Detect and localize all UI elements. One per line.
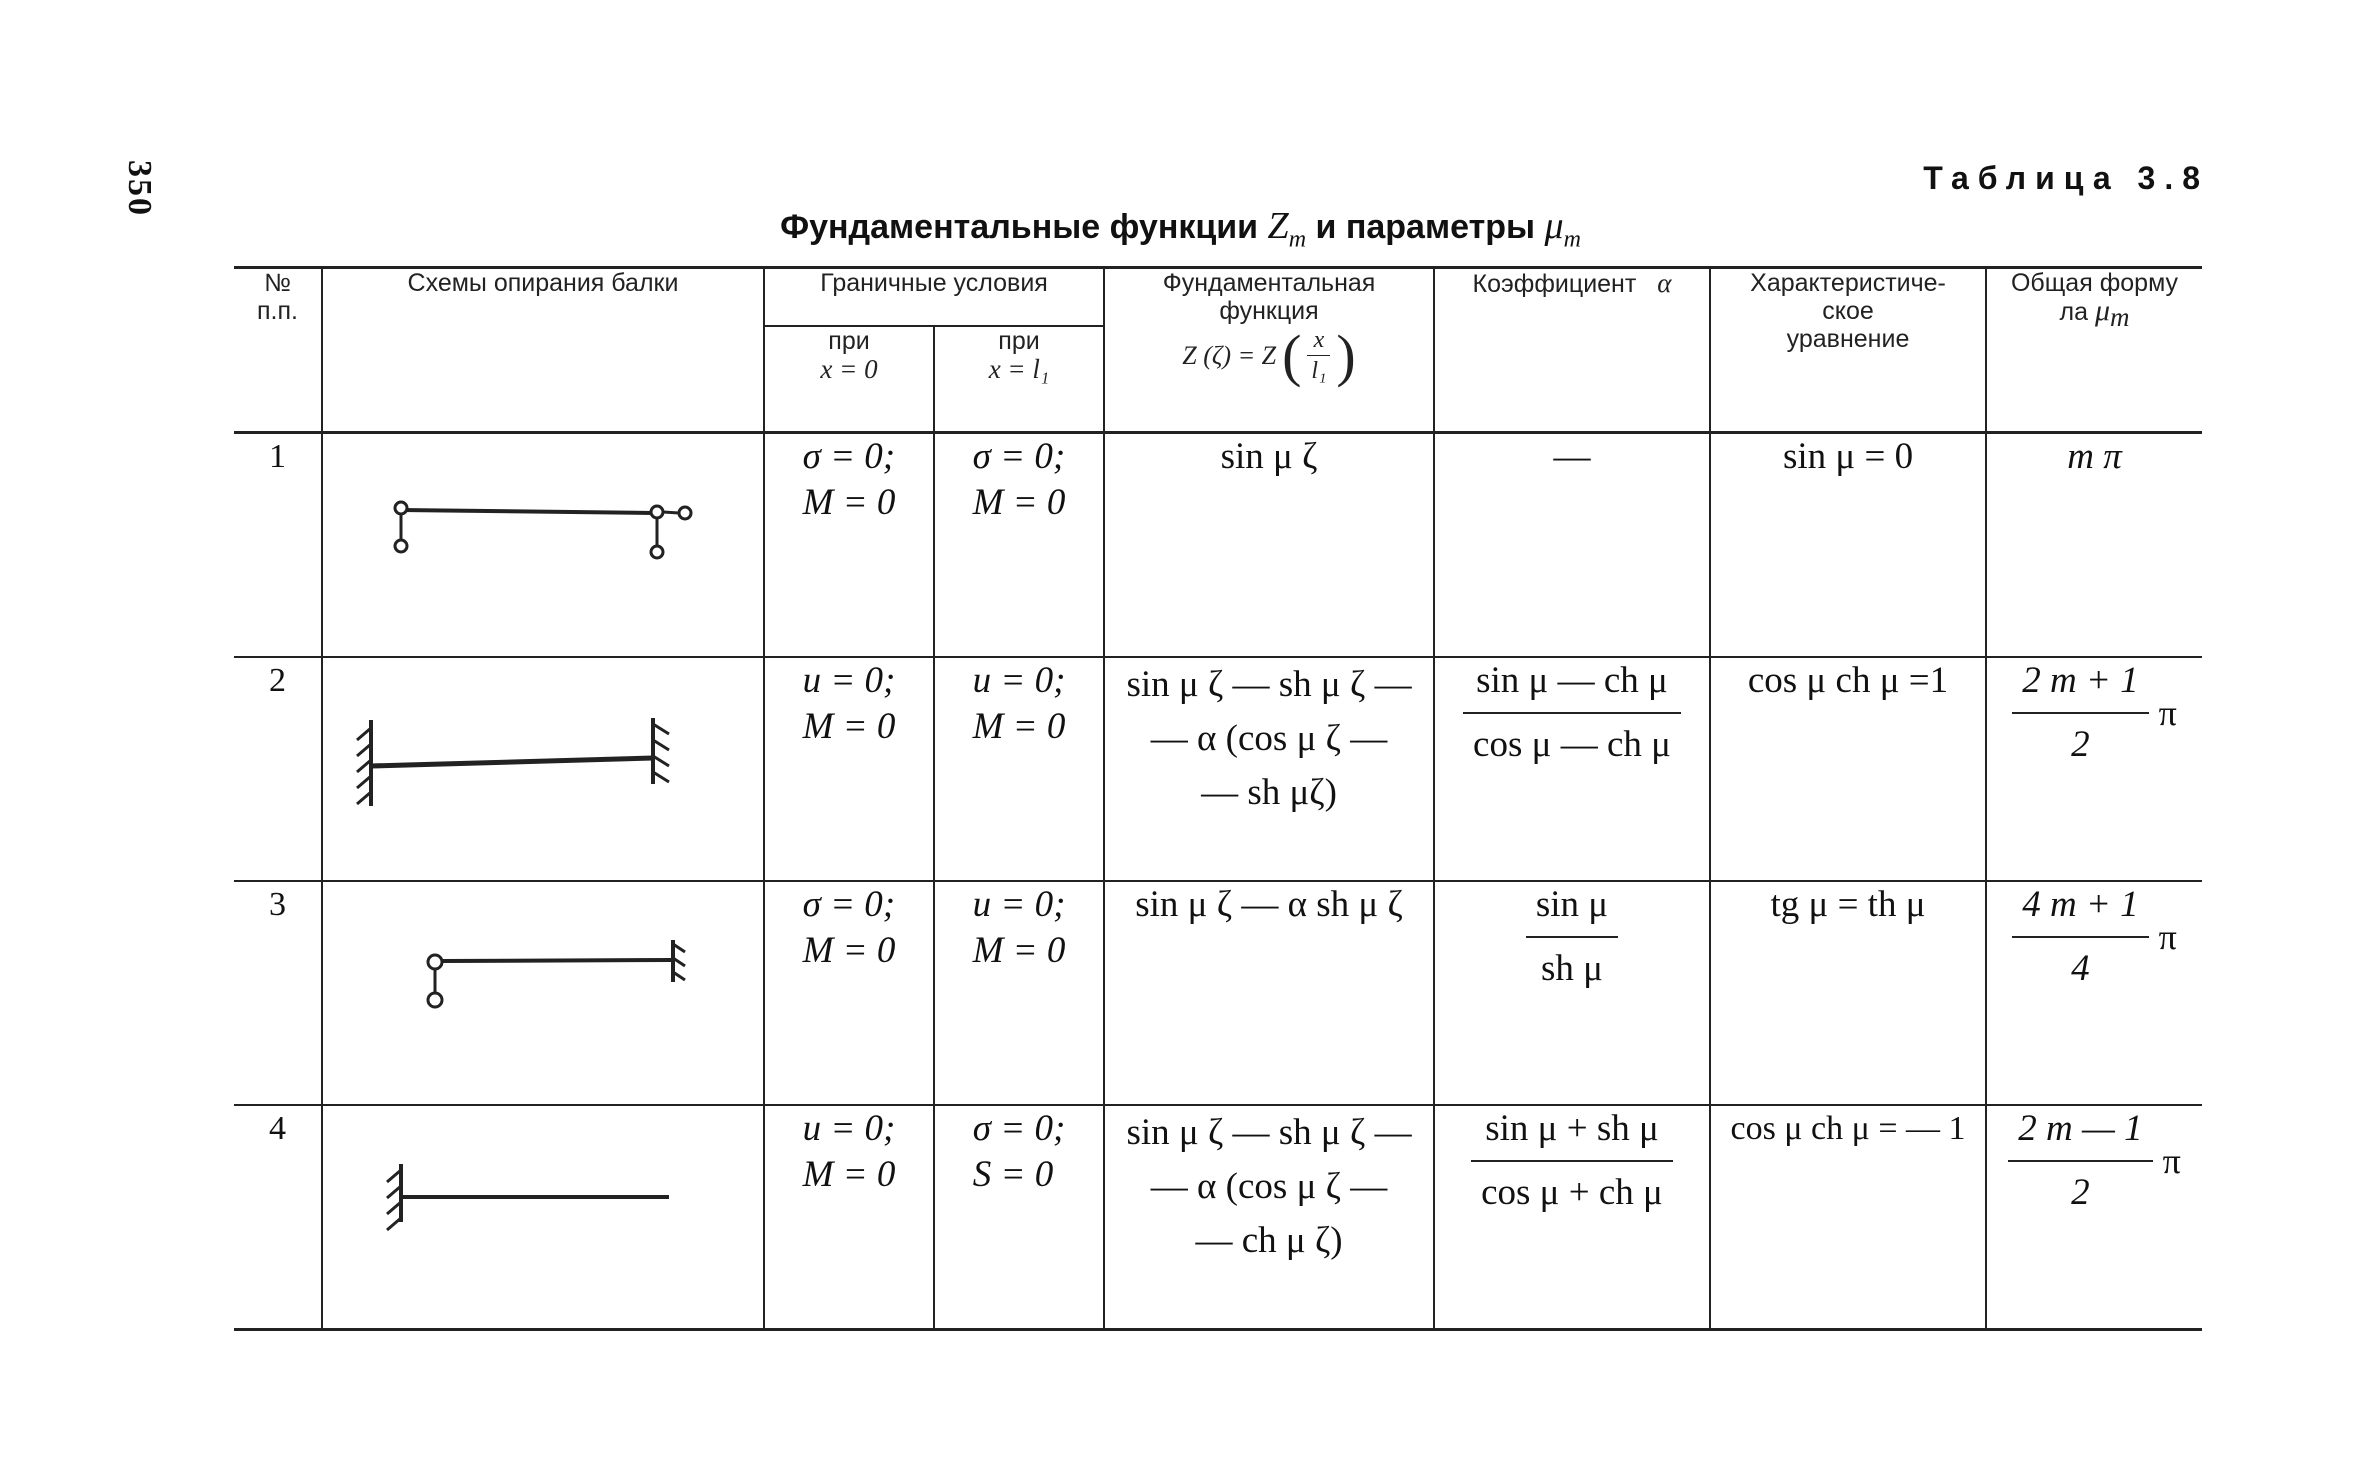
beam-clamped-both-icon [323,658,763,878]
func-line2: — α (cos μ ζ — [1150,1166,1388,1207]
title-mid: и параметры [1315,208,1536,246]
fundamental-function [1104,433,1434,658]
cond-x0-line2: M = 0 [802,930,896,971]
cond-xl-line2: M = 0 [972,930,1066,971]
coef-denominator: sh μ [1541,948,1603,989]
scheme-simply-supported [322,433,764,658]
scheme-cantilever [322,1105,764,1330]
func-line1: sin μ ζ [1220,436,1318,477]
func-line3: — sh μζ) [1201,772,1337,813]
general-pi: π [2162,1141,2181,1181]
fundamental-functions-table [234,266,2202,1331]
cond-xl-line1: u = 0; [972,660,1066,701]
func-line2: — α (cos μ ζ — [1150,718,1388,759]
cond-x0 [764,433,934,658]
header-fund-func-den: l₁ [1311,358,1327,384]
characteristic-equation: cos μ ch μ =1 [1710,657,1986,881]
header-fund-func-label: Фундаментальная функция [1162,269,1376,325]
row-number: 4 [234,1105,322,1330]
characteristic-equation: tg μ = th μ [1710,881,1986,1105]
header-at-xl-label: при [998,327,1040,355]
characteristic-equation: sin μ = 0 [1710,433,1986,658]
cond-x0-line2: M = 0 [802,482,896,523]
header-at-x0-expr: x = 0 [820,354,878,384]
beam-simply-supported-icon [323,434,763,654]
coef-numerator: sin μ — ch μ [1463,658,1681,714]
scheme-clamped-both [322,657,764,881]
cond-xl [934,1105,1104,1330]
header-scheme: Схемы опирания балки [322,268,764,433]
table-row [234,657,2202,881]
header-coef-label: Коэффициент [1472,270,1637,298]
scheme-pinned-clamped [322,881,764,1105]
general-pi: π [2158,917,2177,957]
cond-x0-line2: M = 0 [802,1154,896,1195]
header-fundamental-function [1104,268,1434,433]
func-line1: sin μ ζ — α sh μ ζ [1135,884,1403,925]
title-mu-sub: m [1563,226,1581,253]
title-z-sub: m [1288,226,1307,253]
table-row [234,1105,2202,1330]
title-z-symbol: Z [1267,205,1289,247]
row-number: 3 [234,881,322,1105]
row-number: 1 [234,433,322,658]
general-denominator: 4 [2071,948,2090,989]
coefficient [1434,657,1710,881]
cond-xl [934,433,1104,658]
header-general-label: Общая форму ла [2010,269,2179,326]
cond-xl [934,881,1104,1105]
header-fund-func-formula: Z (ζ) = Z ( $\frac{x}{\text{l₁}}$ ) [1182,322,1356,388]
coef-denominator: cos μ — ch μ [1473,724,1671,765]
row-number: 2 [234,657,322,881]
general-formula: m π [1986,433,2202,658]
general-numerator: 2 m — 1 [2008,1106,2152,1162]
cond-x0-line2: M = 0 [802,706,896,747]
general-denominator: 2 [2071,1172,2090,1213]
header-fund-func-num: x [1307,325,1330,356]
cond-xl-line2: S = 0 [972,1154,1054,1195]
cond-x0-line1: σ = 0; [802,884,896,925]
coef-numerator: sin μ [1526,882,1618,938]
cond-x0-line1: u = 0; [802,1108,896,1149]
characteristic-equation: cos μ ch μ = — 1 [1710,1105,1986,1330]
header-at-x0 [764,326,934,433]
page-number: 350 [121,160,158,217]
general-formula [1986,1105,2202,1330]
header-coef-symbol: α [1657,268,1672,298]
cond-x0 [764,1105,934,1330]
coef-numerator: sin μ + sh μ [1471,1106,1673,1162]
header-general-formula [1986,268,2202,433]
coef-denominator: cos μ + ch μ [1481,1172,1663,1213]
cond-xl-line2: M = 0 [972,482,1066,523]
header-at-xl-expr: x = l₁ [988,354,1050,384]
beam-cantilever-icon [323,1106,763,1326]
header-boundary-conditions: Граничные условия [764,268,1104,327]
table-row [234,881,2202,1105]
func-line1: sin μ ζ — sh μ ζ — [1126,664,1412,705]
general-numerator: 4 m + 1 [2012,882,2148,938]
header-at-x0-label: при [828,327,870,355]
general-pi: π [2158,693,2177,733]
cond-x0-line1: u = 0; [802,660,896,701]
table-row [234,433,2202,658]
func-line1: sin μ ζ — sh μ ζ — [1126,1112,1412,1153]
header-num: № п.п. [234,268,322,433]
cond-x0 [764,881,934,1105]
header-fund-func-left: Z (ζ) = Z [1182,340,1277,370]
coefficient [1434,1105,1710,1330]
general-formula [1986,657,2202,881]
func-line3: — ch μ ζ) [1195,1220,1343,1261]
fundamental-function [1104,1105,1434,1330]
general-denominator: 2 [2071,724,2090,765]
title-mu-symbol: μ [1544,205,1564,247]
beam-pinned-clamped-icon [323,882,763,1102]
cond-xl-line1: u = 0; [972,884,1066,925]
cond-xl-line2: M = 0 [972,706,1066,747]
title-text: Фундаментальные функции [780,208,1259,246]
coefficient [1434,881,1710,1105]
general-numerator: 2 m + 1 [2012,658,2148,714]
cond-xl-line1: σ = 0; [972,1108,1066,1149]
header-general-sub: m [2110,302,2130,332]
fundamental-function [1104,881,1434,1105]
cond-x0-line1: σ = 0; [802,436,896,477]
fundamental-function [1104,657,1434,881]
cond-xl [934,657,1104,881]
coefficient: — [1434,433,1710,658]
header-coefficient [1434,268,1710,433]
header-at-xl [934,326,1104,433]
table-label: Таблица 3.8 [1923,160,2209,196]
header-general-symbol: μ [2094,294,2111,327]
table-title [0,204,2361,254]
general-formula [1986,881,2202,1105]
cond-xl-line1: σ = 0; [972,436,1066,477]
cond-x0 [764,657,934,881]
header-characteristic-equation: Характеристиче- ское уравнение [1710,268,1986,433]
